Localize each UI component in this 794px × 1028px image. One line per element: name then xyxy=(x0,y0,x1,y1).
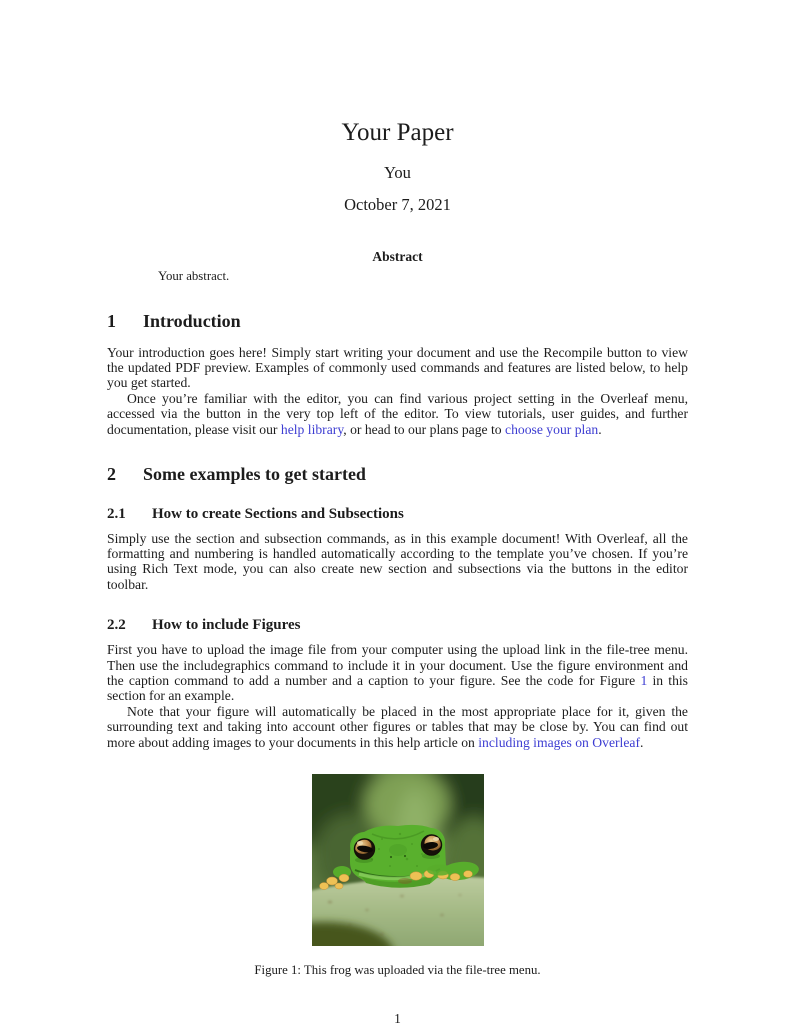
section-1-number: 1 xyxy=(107,311,116,331)
text-column xyxy=(107,0,688,1027)
subsection-2-2-heading xyxy=(107,616,688,634)
intro-p2-text-mid: , or head to our plans page to xyxy=(343,421,506,437)
abstract-text: Your abstract. xyxy=(158,269,230,283)
fig-p1-text-end: in this section for an example. xyxy=(107,673,688,704)
paper-title: Your Paper xyxy=(341,119,454,146)
including-images-link[interactable]: including images on Overleaf xyxy=(478,734,640,750)
paper-date: October 7, 2021 xyxy=(344,195,451,214)
abstract-heading: Abstract xyxy=(372,249,423,264)
paper-author: You xyxy=(384,163,411,182)
subsection-2-2-paragraph-1 xyxy=(107,642,688,704)
fig-p2-text: Note that your figure will automatically be placed in the most appropriate place for it, given the surrounding text and taking into account other figures or tables that may be close by. You can find out more about adding images to your documents in this help article on xyxy=(107,703,688,750)
subsection-2-2-number: 2.2 xyxy=(107,617,126,634)
page-number: 1 xyxy=(394,1011,401,1027)
fig-p1-text: First you have to upload the image file from your computer using the upload link in the file-tree menu. Then use the includegraphics command to include it in your document. Use the figure environment and the caption command to add a number and a caption to your figure. See the code for Figure xyxy=(107,642,688,689)
section-2-heading xyxy=(107,464,688,486)
subsection-2-1-paragraph: Simply use the section and subsection commands, as in this example document! With Overleaf, all the formatting and numbering is handled automatically according to the template you’ve chosen. If you’re using Rich Text mode, you can also create new section and subsections via the buttons in the editor toolbar. xyxy=(107,530,688,592)
subsection-2-1-title: How to create Sections and Subsections xyxy=(152,505,404,522)
section-1-title: Introduction xyxy=(143,311,241,331)
figure-1 xyxy=(254,774,541,978)
subsection-2-1-number: 2.1 xyxy=(107,505,126,522)
figure-1-caption: Figure 1: This frog was uploaded via the file-tree menu. xyxy=(254,963,541,978)
section-2-title: Some examples to get started xyxy=(143,464,366,485)
choose-your-plan-link[interactable]: choose your plan xyxy=(505,421,599,437)
subsection-2-2-title: How to include Figures xyxy=(152,617,301,634)
subsection-2-2-paragraph-2 xyxy=(107,704,688,750)
help-library-link[interactable]: help library xyxy=(280,421,344,437)
fig-p2-text-end: . xyxy=(640,734,644,750)
intro-paragraph-1: Your introduction goes here! Simply start writing your document and use the Recompile button to view the updated PDF preview. Examples of commonly used commands and features are listed below, to help you get started. xyxy=(107,344,688,391)
intro-paragraph-2 xyxy=(107,391,688,437)
figure-1-ref-link[interactable]: 1 xyxy=(640,673,648,689)
intro-p2-text: Once you’re familiar with the editor, you can find various project setting in the Overleaf menu, accessed via the button in the very top left of the editor. To view tutorials, user guides, and further documentation, please visit our xyxy=(107,390,688,437)
section-1-heading xyxy=(107,311,688,333)
section-2-number: 2 xyxy=(107,464,116,485)
intro-p2-text-end: . xyxy=(598,421,602,437)
subsection-2-1-heading xyxy=(107,505,688,523)
frog-photo xyxy=(312,774,484,946)
